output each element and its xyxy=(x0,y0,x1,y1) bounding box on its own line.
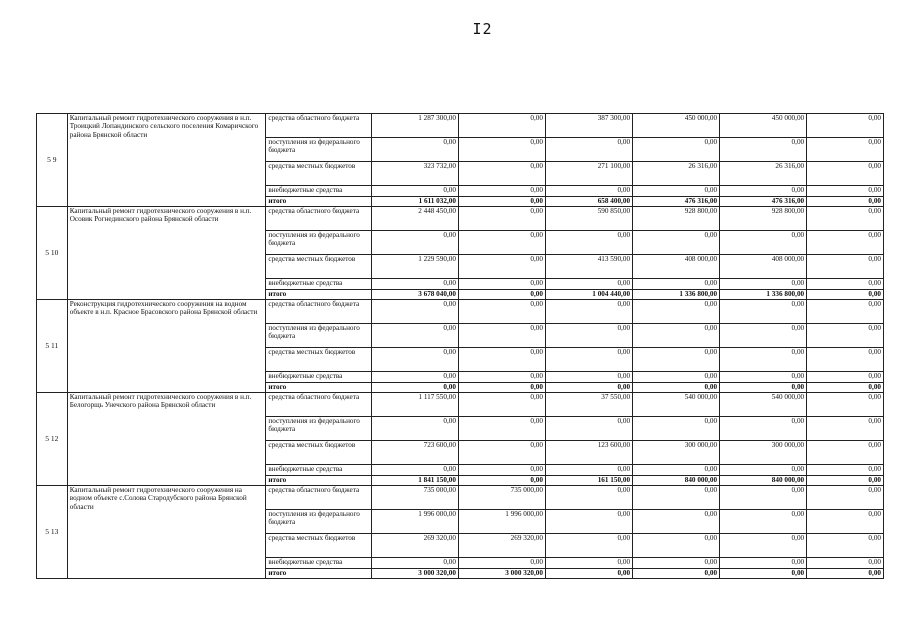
amount-cell: 0,00 xyxy=(633,569,720,579)
amount-cell: 3 000 320,00 xyxy=(458,569,545,579)
amount-cell: 0,00 xyxy=(371,383,458,393)
amount-cell: 3 000 320,00 xyxy=(371,569,458,579)
amount-cell: 161 150,00 xyxy=(545,476,632,486)
amount-cell: 0,00 xyxy=(720,231,807,255)
amount-cell: 476 316,00 xyxy=(720,197,807,207)
amount-cell: 0,00 xyxy=(458,138,545,162)
amount-cell: 0,00 xyxy=(807,534,884,558)
amount-cell: 0,00 xyxy=(458,324,545,348)
project-description: Капитальный ремонт гидротехнического сооружения на водном объекте с.Солова Стародубского района Брянской области xyxy=(67,486,266,579)
amount-cell: 0,00 xyxy=(807,569,884,579)
amount-cell: 0,00 xyxy=(545,417,632,441)
table-row xyxy=(37,114,884,138)
amount-cell: 0,00 xyxy=(371,465,458,476)
project-number: 5 13 xyxy=(37,486,68,579)
amount-cell: 735 000,00 xyxy=(371,486,458,510)
amount-cell: 0,00 xyxy=(633,486,720,510)
amount-cell: 0,00 xyxy=(720,417,807,441)
project-description: Капитальный ремонт гидротехнического сооружения в н.п. Белогорщь Унечского района Брянской области xyxy=(67,393,266,486)
amount-cell: 0,00 xyxy=(807,558,884,569)
amount-cell: 0,00 xyxy=(807,383,884,393)
amount-cell: 0,00 xyxy=(807,138,884,162)
amount-cell: 0,00 xyxy=(807,300,884,324)
amount-cell: 0,00 xyxy=(807,324,884,348)
amount-cell: 723 600,00 xyxy=(371,441,458,465)
amount-cell: 540 000,00 xyxy=(633,393,720,417)
amount-cell: 0,00 xyxy=(720,569,807,579)
amount-cell: 0,00 xyxy=(545,372,632,383)
amount-cell: 0,00 xyxy=(633,348,720,372)
funding-source: средства местных бюджетов xyxy=(266,441,371,465)
amount-cell: 0,00 xyxy=(545,300,632,324)
amount-cell: 450 000,00 xyxy=(633,114,720,138)
amount-cell: 0,00 xyxy=(720,465,807,476)
amount-cell: 0,00 xyxy=(807,393,884,417)
amount-cell: 0,00 xyxy=(720,486,807,510)
funding-source: средства местных бюджетов xyxy=(266,348,371,372)
project-description: Капитальный ремонт гидротехнического сооружения в н.п. Троицкий Лопандинского сельского поселения Комаричского района Брянской области xyxy=(67,114,266,207)
amount-cell: 0,00 xyxy=(458,186,545,197)
amount-cell: 658 400,00 xyxy=(545,197,632,207)
amount-cell: 0,00 xyxy=(633,138,720,162)
amount-cell: 0,00 xyxy=(545,231,632,255)
funding-source: итого xyxy=(266,569,371,579)
amount-cell: 0,00 xyxy=(720,510,807,534)
amount-cell: 0,00 xyxy=(807,279,884,290)
amount-cell: 0,00 xyxy=(545,569,632,579)
amount-cell: 0,00 xyxy=(371,231,458,255)
amount-cell: 0,00 xyxy=(633,300,720,324)
amount-cell: 0,00 xyxy=(633,465,720,476)
amount-cell: 1 336 800,00 xyxy=(720,290,807,300)
funding-source: поступления из федерального бюджета xyxy=(266,231,371,255)
amount-cell: 1 004 440,00 xyxy=(545,290,632,300)
amount-cell: 0,00 xyxy=(633,231,720,255)
funding-source: средства областного бюджета xyxy=(266,393,371,417)
amount-cell: 1 336 800,00 xyxy=(633,290,720,300)
table-row xyxy=(37,300,884,324)
funding-source: внебюджетные средства xyxy=(266,372,371,383)
funding-source: поступления из федерального бюджета xyxy=(266,138,371,162)
amount-cell: 0,00 xyxy=(371,558,458,569)
amount-cell: 0,00 xyxy=(720,324,807,348)
table-row xyxy=(37,486,884,510)
amount-cell: 0,00 xyxy=(371,417,458,441)
amount-cell: 2 448 450,00 xyxy=(371,207,458,231)
amount-cell: 0,00 xyxy=(807,197,884,207)
amount-cell: 26 316,00 xyxy=(633,162,720,186)
amount-cell: 0,00 xyxy=(807,186,884,197)
amount-cell: 0,00 xyxy=(807,476,884,486)
amount-cell: 0,00 xyxy=(720,558,807,569)
budget-table-body xyxy=(37,114,884,579)
amount-cell: 0,00 xyxy=(807,465,884,476)
funding-source: итого xyxy=(266,290,371,300)
project-number: 5 10 xyxy=(37,207,68,300)
funding-source: средства местных бюджетов xyxy=(266,255,371,279)
amount-cell: 0,00 xyxy=(807,417,884,441)
table-row xyxy=(37,393,884,417)
amount-cell: 0,00 xyxy=(458,558,545,569)
funding-source: поступления из федерального бюджета xyxy=(266,510,371,534)
amount-cell: 450 000,00 xyxy=(720,114,807,138)
amount-cell: 0,00 xyxy=(807,441,884,465)
project-description: Реконструкция гидротехнического сооружения на водном объекте в н.п. Красное Брасовского района Брянской области xyxy=(67,300,266,393)
amount-cell: 408 000,00 xyxy=(720,255,807,279)
funding-source: средства местных бюджетов xyxy=(266,162,371,186)
amount-cell: 0,00 xyxy=(371,372,458,383)
amount-cell: 0,00 xyxy=(633,279,720,290)
amount-cell: 1 229 590,00 xyxy=(371,255,458,279)
amount-cell: 0,00 xyxy=(633,558,720,569)
amount-cell: 0,00 xyxy=(807,290,884,300)
amount-cell: 1 996 000,00 xyxy=(458,510,545,534)
amount-cell: 0,00 xyxy=(458,465,545,476)
amount-cell: 0,00 xyxy=(807,510,884,534)
amount-cell: 0,00 xyxy=(807,114,884,138)
funding-source: внебюджетные средства xyxy=(266,279,371,290)
amount-cell: 0,00 xyxy=(720,186,807,197)
amount-cell: 0,00 xyxy=(807,372,884,383)
amount-cell: 1 996 000,00 xyxy=(371,510,458,534)
amount-cell: 0,00 xyxy=(720,279,807,290)
funding-source: поступления из федерального бюджета xyxy=(266,417,371,441)
amount-cell: 0,00 xyxy=(458,279,545,290)
amount-cell: 0,00 xyxy=(633,510,720,534)
funding-source: внебюджетные средства xyxy=(266,465,371,476)
page-number: I2 xyxy=(472,20,493,38)
amount-cell: 0,00 xyxy=(458,476,545,486)
amount-cell: 408 000,00 xyxy=(633,255,720,279)
amount-cell: 0,00 xyxy=(807,231,884,255)
amount-cell: 0,00 xyxy=(458,162,545,186)
funding-source: средства областного бюджета xyxy=(266,300,371,324)
funding-source: средства областного бюджета xyxy=(266,207,371,231)
amount-cell: 0,00 xyxy=(633,186,720,197)
amount-cell: 323 732,00 xyxy=(371,162,458,186)
amount-cell: 0,00 xyxy=(633,383,720,393)
amount-cell: 0,00 xyxy=(545,324,632,348)
funding-source: средства областного бюджета xyxy=(266,114,371,138)
amount-cell: 0,00 xyxy=(807,486,884,510)
amount-cell: 413 590,00 xyxy=(545,255,632,279)
amount-cell: 0,00 xyxy=(545,348,632,372)
amount-cell: 0,00 xyxy=(720,300,807,324)
amount-cell: 0,00 xyxy=(458,393,545,417)
amount-cell: 0,00 xyxy=(458,114,545,138)
amount-cell: 0,00 xyxy=(371,324,458,348)
amount-cell: 1 117 550,00 xyxy=(371,393,458,417)
funding-source: средства местных бюджетов xyxy=(266,534,371,558)
amount-cell: 26 316,00 xyxy=(720,162,807,186)
amount-cell: 269 320,00 xyxy=(371,534,458,558)
amount-cell: 0,00 xyxy=(545,465,632,476)
amount-cell: 0,00 xyxy=(545,510,632,534)
amount-cell: 590 850,00 xyxy=(545,207,632,231)
amount-cell: 735 000,00 xyxy=(458,486,545,510)
amount-cell: 0,00 xyxy=(458,290,545,300)
amount-cell: 0,00 xyxy=(458,255,545,279)
amount-cell: 1 611 032,00 xyxy=(371,197,458,207)
funding-source: внебюджетные средства xyxy=(266,558,371,569)
amount-cell: 123 600,00 xyxy=(545,441,632,465)
amount-cell: 0,00 xyxy=(371,186,458,197)
amount-cell: 0,00 xyxy=(807,348,884,372)
amount-cell: 0,00 xyxy=(458,372,545,383)
amount-cell: 0,00 xyxy=(807,255,884,279)
amount-cell: 840 000,00 xyxy=(720,476,807,486)
amount-cell: 387 300,00 xyxy=(545,114,632,138)
amount-cell: 0,00 xyxy=(458,197,545,207)
amount-cell: 0,00 xyxy=(720,372,807,383)
amount-cell: 0,00 xyxy=(458,383,545,393)
amount-cell: 0,00 xyxy=(720,138,807,162)
project-description: Капитальный ремонт гидротехнического сооружения в н.п. Осовик Рогнединского района Брянской области xyxy=(67,207,266,300)
budget-table xyxy=(36,113,884,579)
amount-cell: 0,00 xyxy=(633,324,720,348)
amount-cell: 0,00 xyxy=(371,300,458,324)
amount-cell: 0,00 xyxy=(458,348,545,372)
amount-cell: 0,00 xyxy=(458,300,545,324)
project-number: 5 9 xyxy=(37,114,68,207)
project-number: 5 12 xyxy=(37,393,68,486)
amount-cell: 0,00 xyxy=(720,383,807,393)
amount-cell: 0,00 xyxy=(545,138,632,162)
amount-cell: 0,00 xyxy=(458,417,545,441)
amount-cell: 0,00 xyxy=(371,138,458,162)
amount-cell: 476 316,00 xyxy=(633,197,720,207)
amount-cell: 0,00 xyxy=(545,534,632,558)
funding-source: итого xyxy=(266,476,371,486)
amount-cell: 540 000,00 xyxy=(720,393,807,417)
amount-cell: 269 320,00 xyxy=(458,534,545,558)
amount-cell: 37 550,00 xyxy=(545,393,632,417)
amount-cell: 928 800,00 xyxy=(633,207,720,231)
amount-cell: 3 678 040,00 xyxy=(371,290,458,300)
amount-cell: 0,00 xyxy=(633,417,720,441)
project-number: 5 11 xyxy=(37,300,68,393)
amount-cell: 0,00 xyxy=(545,186,632,197)
funding-source: итого xyxy=(266,383,371,393)
amount-cell: 0,00 xyxy=(633,534,720,558)
amount-cell: 0,00 xyxy=(720,348,807,372)
amount-cell: 1 287 300,00 xyxy=(371,114,458,138)
amount-cell: 0,00 xyxy=(720,534,807,558)
amount-cell: 0,00 xyxy=(458,441,545,465)
table-row xyxy=(37,207,884,231)
amount-cell: 0,00 xyxy=(458,231,545,255)
amount-cell: 1 841 150,00 xyxy=(371,476,458,486)
amount-cell: 928 800,00 xyxy=(720,207,807,231)
funding-source: поступления из федерального бюджета xyxy=(266,324,371,348)
amount-cell: 0,00 xyxy=(371,279,458,290)
amount-cell: 0,00 xyxy=(807,162,884,186)
amount-cell: 0,00 xyxy=(633,372,720,383)
amount-cell: 0,00 xyxy=(807,207,884,231)
amount-cell: 0,00 xyxy=(545,486,632,510)
funding-source: итого xyxy=(266,197,371,207)
funding-source: средства областного бюджета xyxy=(266,486,371,510)
amount-cell: 0,00 xyxy=(545,383,632,393)
amount-cell: 300 000,00 xyxy=(633,441,720,465)
funding-source: внебюджетные средства xyxy=(266,186,371,197)
amount-cell: 0,00 xyxy=(545,558,632,569)
amount-cell: 0,00 xyxy=(545,279,632,290)
amount-cell: 840 000,00 xyxy=(633,476,720,486)
amount-cell: 0,00 xyxy=(458,207,545,231)
amount-cell: 0,00 xyxy=(371,348,458,372)
amount-cell: 271 100,00 xyxy=(545,162,632,186)
amount-cell: 300 000,00 xyxy=(720,441,807,465)
